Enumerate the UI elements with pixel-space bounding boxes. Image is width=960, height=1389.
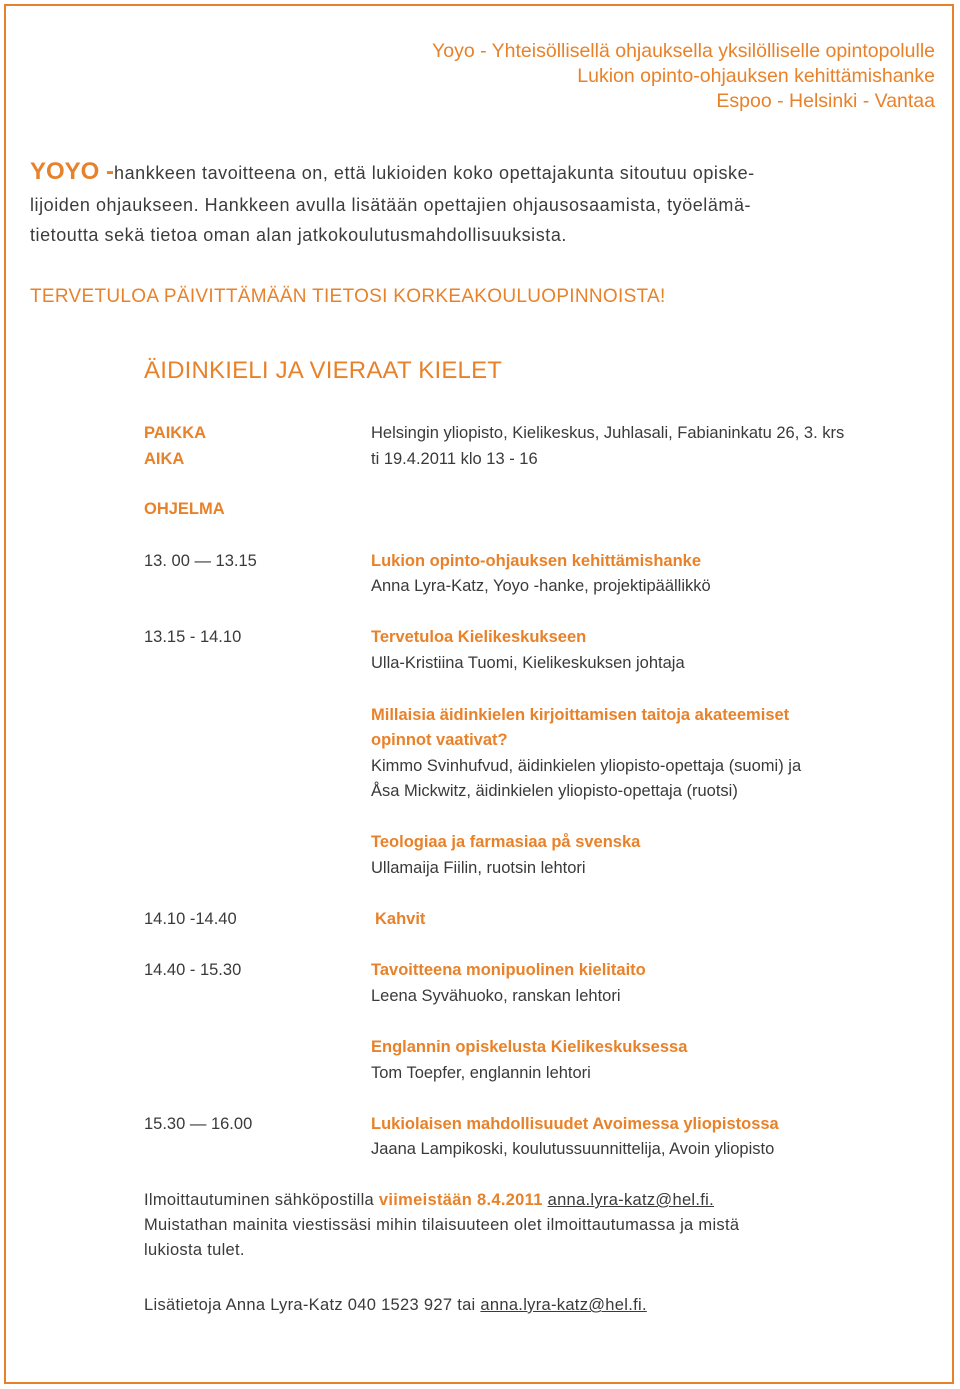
program-time: 13. 00 — 13.15 bbox=[144, 552, 257, 570]
registration-deadline: viimeistään 8.4.2011 bbox=[378, 1191, 543, 1209]
program-item-title: Teologiaa ja farmasiaa på svenska bbox=[371, 833, 641, 851]
program-item-speaker: Tom Toepfer, englannin lehtori bbox=[371, 1064, 591, 1082]
intro-line-3: tietoutta sekä tietoa oman alan jatkokoulutusmahdollisuuksista. bbox=[30, 225, 567, 245]
program-time: 13.15 - 14.10 bbox=[144, 628, 242, 646]
intro-line-2: lijoiden ohjaukseen. Hankkeen avulla lisätään opettajien ohjausosaamista, työelämä- bbox=[30, 195, 752, 215]
program-time: 15.30 — 16.00 bbox=[144, 1115, 253, 1133]
place-label: PAIKKA bbox=[144, 424, 207, 442]
contact-email-link[interactable]: anna.lyra-katz@hel.fi. bbox=[480, 1296, 647, 1314]
time-value: ti 19.4.2011 klo 13 - 16 bbox=[371, 450, 538, 468]
program-item-title: Millaisia äidinkielen kirjoittamisen taitoja akateemiset bbox=[371, 706, 790, 724]
program-item-title: Englannin opiskelusta Kielikeskuksessa bbox=[371, 1038, 688, 1056]
registration-text: Ilmoittautuminen sähköpostilla bbox=[144, 1191, 379, 1209]
contact-text: Lisätietoja Anna Lyra-Katz 040 1523 927 tai bbox=[144, 1296, 481, 1314]
program-item-title: Lukiolaisen mahdollisuudet Avoimessa yliopistossa bbox=[371, 1115, 779, 1133]
program-item-speaker: Leena Syvähuoko, ranskan lehtori bbox=[371, 987, 621, 1005]
program-item-title: Tervetuloa Kielikeskukseen bbox=[371, 628, 587, 646]
program-item-speaker: Anna Lyra-Katz, Yoyo -hanke, projektipäällikkö bbox=[371, 577, 711, 595]
program-item-speaker: Jaana Lampikoski, koulutussuunnittelija, Avoin yliopisto bbox=[371, 1140, 775, 1158]
intro-line-1 bbox=[30, 158, 755, 186]
program-item-speaker: Ulla-Kristiina Tuomi, Kielikeskuksen johtaja bbox=[371, 654, 685, 672]
program-item-speaker: Ullamaija Fiilin, ruotsin lehtori bbox=[371, 859, 586, 877]
program-item-title: Kahvit bbox=[375, 910, 426, 928]
program-item-speaker: Åsa Mickwitz, äidinkielen yliopisto-opettaja (ruotsi) bbox=[371, 782, 738, 800]
program-item-title: Tavoitteena monipuolinen kielitaito bbox=[371, 961, 646, 979]
registration-email-link[interactable]: anna.lyra-katz@hel.fi. bbox=[547, 1191, 715, 1209]
program-item-title-cont: opinnot vaativat? bbox=[371, 731, 508, 749]
program-item-title: Lukion opinto-ohjauksen kehittämishanke bbox=[371, 552, 702, 570]
header-cities: Espoo - Helsinki - Vantaa bbox=[716, 90, 935, 112]
program-item-speaker: Kimmo Svinhufvud, äidinkielen yliopisto-opettaja (suomi) ja bbox=[371, 757, 802, 775]
program-time: 14.40 - 15.30 bbox=[144, 961, 242, 979]
intro-line-1-text: hankkeen tavoitteena on, että lukioiden koko opettajakunta sitoutuu opiske- bbox=[114, 163, 755, 183]
time-label: AIKA bbox=[144, 450, 185, 468]
program-label: OHJELMA bbox=[144, 500, 225, 518]
section-title: ÄIDINKIELI JA VIERAAT KIELET bbox=[144, 357, 503, 384]
contact-line bbox=[144, 1296, 647, 1315]
program-time: 14.10 -14.40 bbox=[144, 910, 237, 928]
registration-line bbox=[144, 1191, 714, 1210]
registration-note-1: Muistathan mainita viestissäsi mihin tilaisuuteen olet ilmoittautumassa ja mistä bbox=[144, 1216, 740, 1234]
header-subtitle: Lukion opinto-ohjauksen kehittämishanke bbox=[577, 65, 935, 87]
registration-note-2: lukiosta tulet. bbox=[144, 1241, 245, 1259]
welcome-heading: TERVETULOA PÄIVITTÄMÄÄN TIETOSI KORKEAKOULUOPINNOISTA! bbox=[30, 286, 666, 307]
header-project-title: Yoyo - Yhteisöllisellä ohjauksella yksilölliselle opintopolulle bbox=[432, 40, 935, 62]
place-value: Helsingin yliopisto, Kielikeskus, Juhlasali, Fabianinkatu 26, 3. krs bbox=[371, 424, 845, 442]
intro-brand: YOYO - bbox=[30, 158, 115, 185]
